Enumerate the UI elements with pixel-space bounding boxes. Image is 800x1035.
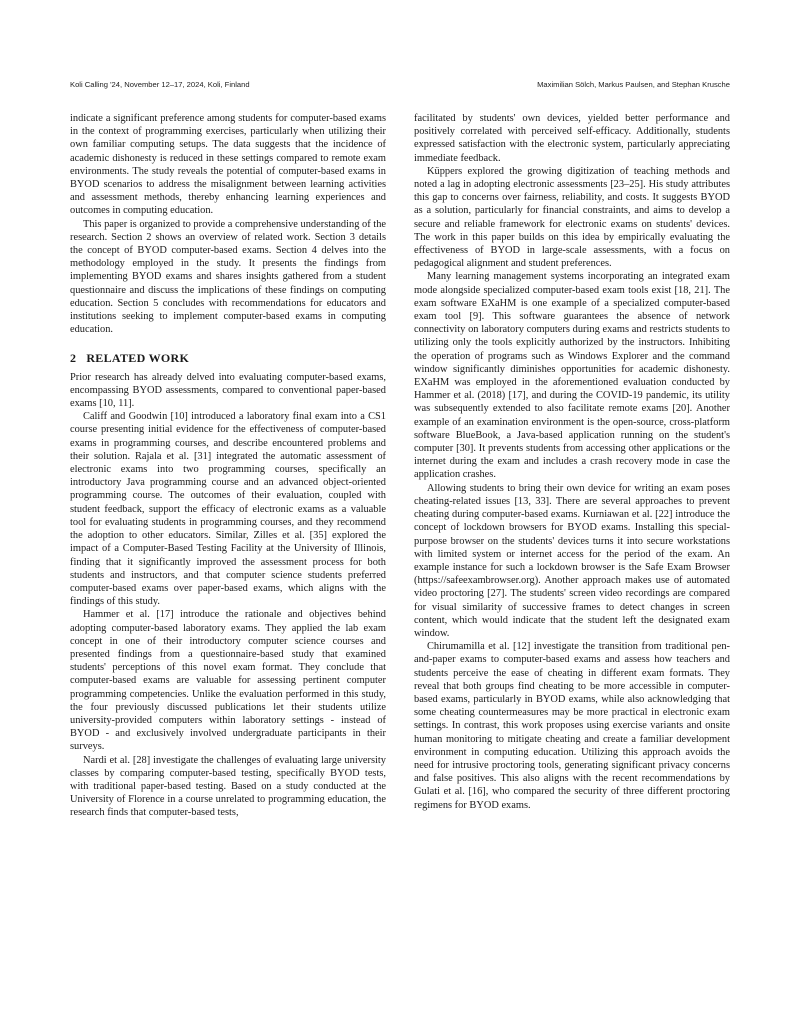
paragraph: Califf and Goodwin [10] introduced a laboratory final exam into a CS1 course presenting initial evidence for the effectiveness of computer-based exams in programming courses, and describe encountered problems and their solution. Rajala et al. [31] integrated the automatic assessment of electronic exams into two programming courses, specifically an introductory Java programming course and an advanced object-oriented programming course. The outcomes of their evaluation, coupled with student feedback, support the efficacy of electronic exams as a valuable tool for evaluating students in programming courses, and they recommend the adoption to other educators. Similar, Zilles et al. [35] explored the impact of a Computer-Based Testing Facility at the University of Illinois, finding that it significantly improved the assessment process for both students and instructors, and that computer science students preferred computer-based exams over paper-based exams, which aligns with the findings of this study. — [70, 411, 386, 608]
paragraph: facilitated by students' own devices, yielded better performance and positively correlated with perceived self-efficacy. Additionally, students expressed satisfaction with the electronic system, particularly appreciating immediate feedback. — [414, 113, 730, 164]
header-authors: Maximilian Sölch, Markus Paulsen, and Stephan Krusche — [537, 80, 730, 89]
paragraph: Chirumamilla et al. [12] investigate the transition from traditional pen-and-paper exams to computer-based exams and assess how teachers and students perceive the ease of cheating in different exam formats. They reveal that both groups find cheating to be more accessible in computer-based exams, particularly in BYOD exams, while also acknowledging that some cheating countermeasures may be more practical in electronic exam settings. In contrast, this work proposes using exercise variants and onsite human monitoring to mitigate cheating and create a familiar development environment in computing education. Utilizing this approach avoids the need for intrusive proctoring tools, generating significant privacy concerns and false positives. This also aligns with the recent recommendations by Gulati et al. [16], who compared the security of three different proctoring regimens for BYOD exams. — [414, 641, 730, 811]
section-title: RELATED WORK — [86, 351, 190, 366]
paragraph: Many learning management systems incorporating an integrated exam mode alongside specialized computer-based exam tools exist [18, 21]. The exam software EXaHM is one example of a specialized computer-based exam tool [9]. This software guarantees the absence of network connectivity on laboratory computers during exams and restricts students to utilizing only the tools explicitly authorized by the instructors. Inhibiting the operation of programs such as Windows Explorer and the command window significantly diminishes opportunities for academic dishonesty. EXaHM was employed in the aforementioned evaluation conducted by Hammer et al. (2018) [17], and during the COVID-19 pandemic, its utility was subsequently extended to also facilitate remote exams [20]. Another example of an examination environment is the open-source, cross-platform software BlueBook, a Java-based application running on the student's computer [30]. It prevents students from accessing other applications or the internet during the exam and includes a crash recovery mode in case the application crashes. — [414, 271, 730, 481]
paragraph: Hammer et al. [17] introduce the rationale and objectives behind adopting computer-based laboratory exams. They applied the lab exam concept in one of their introductory computer science courses and presented findings from a questionnaire-based study that examined students' perceptions of this novel exam format. They conclude that computer-based exams are valuable for assessing pertinent computer programming competencies. Unlike the evaluation performed in this study, the four previously discussed publications let their students utilize university-provided computers within laboratory settings - instead of BYOD - and exclusively involved undergraduate participants in their surveys. — [70, 609, 386, 753]
header-venue: Koli Calling '24, November 12–17, 2024, Koli, Finland — [70, 80, 250, 89]
paragraph: Nardi et al. [28] investigate the challenges of evaluating large university classes by comparing computer-based testing, specifically BYOD tests, with traditional paper-based testing. Based on a study conducted at the University of Florence in a course unrelated to programming education, the research finds that computer-based tests, — [70, 754, 386, 819]
paragraph: indicate a significant preference among students for computer-based exams in the context of programming exercises, particularly when utilizing their own familiar computing setups. The data suggests that the incidence of academic dishonesty is reduced in these settings compared to remote exam environments. The study reveals the potential of computer-based exams in BYOD scenarios to address the misalignment between learning activities and assessment methods, thereby enhancing learning experiences and outcomes in computing education. — [70, 113, 386, 217]
paragraph: This paper is organized to provide a comprehensive understanding of the research. Section 2 shows an overview of related work. Section 3 details the concept of BYOD computer-based exams. Section 4 delves into the methodology employed in the study. It presents the findings from implementing BYOD exams and shares insights gathered from a student questionnaire and discuss the implications of these findings on computing education. Section 5 concludes with recommendations for educators and institutions seeking to implement computer-based exams in computing education. — [70, 218, 386, 336]
running-header — [70, 80, 730, 89]
paragraph: Allowing students to bring their own device for writing an exam poses cheating-related issues [13, 33]. There are several approaches to prevent cheating during computer-based exams. Kurniawan et al. [22] introduce the concept of lockdown browsers for BYOD exams. Installing this special-purpose browser on the students' devices turns it into secure workstations with limited system or internet access for the period of the exam. An example instance for such a lockdown browser is the Safe Exam Browser (https://safeexambrowser.org). Another approach makes use of automated video proctoring [27]. The students' screen video recordings are compared for visual similarity of successive frames to detect changes in screen content, which would indicate that the student left the designated exam window. — [414, 482, 730, 639]
left-column — [70, 112, 386, 820]
right-column — [414, 112, 730, 812]
section-heading — [70, 352, 386, 365]
section-number: 2 — [70, 351, 77, 366]
paragraph: Prior research has already delved into evaluating computer-based exams, encompassing BYOD assessments, compared to conventional paper-based exams [10, 11]. — [70, 371, 386, 410]
paragraph: Küppers explored the growing digitization of teaching methods and noted a lag in adopting electronic assessments [23–25]. His study attributes this gap to concerns over fairness, reliability, and costs. It suggests BYOD as a solution, particularly for financial constraints, and aims to develop a secure and reliable framework for electronic exams on students' devices. The work in this paper builds on this idea by empirically evaluating the effectiveness of BYOD in large-scale assessments, with a focus on pedagogical alignment and student preferences. — [414, 165, 730, 270]
